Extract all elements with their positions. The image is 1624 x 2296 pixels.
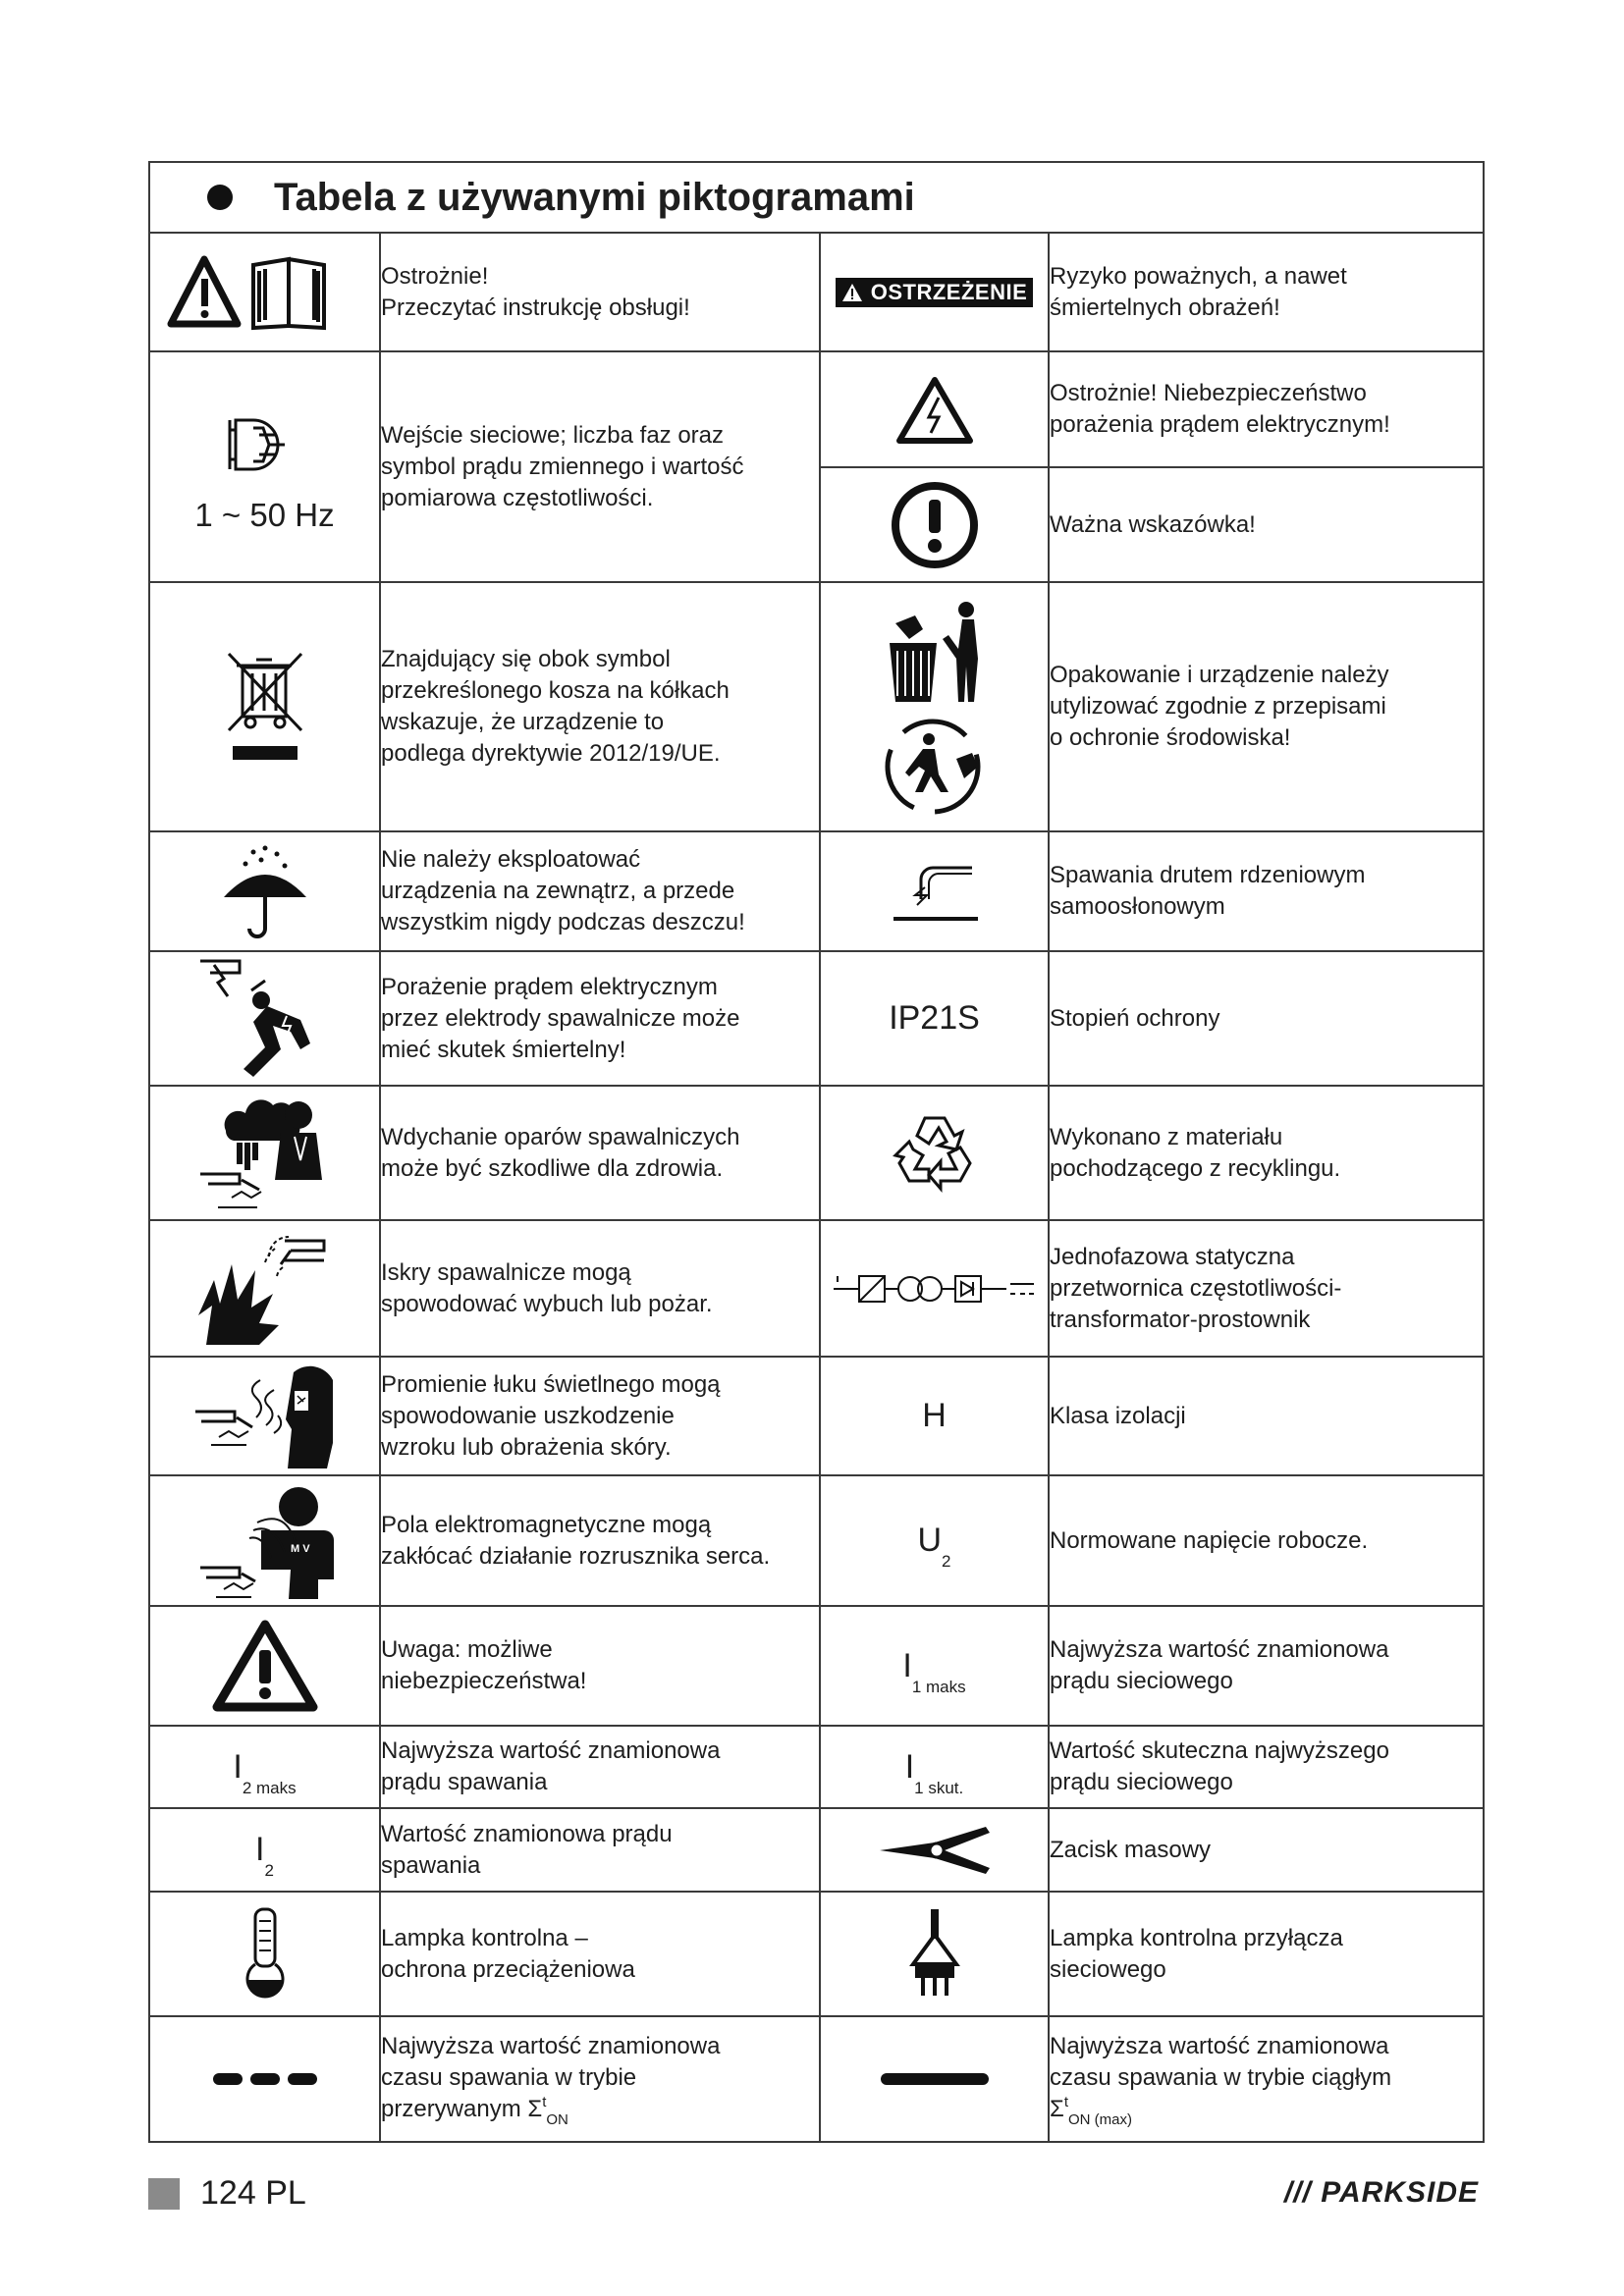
pictogram-table-sheet [148, 161, 1483, 2143]
intermittent-duty-text: Najwyższa wartość znamionowa czasu spawania w trybie przerywanym [381, 2032, 721, 2122]
electrode-shock-icon [196, 955, 334, 1083]
rated-voltage-text: Normowane napięcie robocze. [1050, 1526, 1369, 1554]
electromagnetic-pacemaker-icon [196, 1479, 334, 1602]
continuous-sigma: Σ [1050, 2095, 1064, 2122]
page-number-value: 124 [200, 2174, 256, 2212]
read-manual-text: Ostrożnie! Przeczytać instrukcję obsługi! [381, 262, 690, 321]
rated-voltage-symbol: U [917, 1522, 943, 1559]
intermittent-sigma-sup: t [542, 2093, 547, 2110]
mains-indicator-icon [905, 1905, 964, 2003]
effective-mains-current-symbol: I [904, 1747, 915, 1786]
max-welding-current-subscript: 2 maks [242, 1778, 297, 1797]
mains-input-text: Wejście sieciowe; liczba faz oraz symbol prądu zmiennego i wartość pomiarowa częstotliwości. [381, 421, 744, 511]
table-row [149, 1220, 1484, 1357]
welding-fumes-icon [196, 1092, 334, 1214]
page-number [200, 2174, 306, 2213]
sparks-text: Iskry spawalnicze mogą spowodować wybuch lub pożar. [381, 1258, 713, 1317]
rated-welding-current-text: Wartość znamionowa prądu spawania [381, 1820, 673, 1879]
inverter-text: Jednofazowa statyczna przetwornica częstotliwości- transformator-prostownik [1050, 1243, 1342, 1333]
inverter-transformer-rectifier-icon [832, 1264, 1038, 1313]
ground-clamp-text: Zacisk masowy [1050, 1836, 1212, 1863]
footer-marker [148, 2178, 180, 2210]
table-row [149, 1726, 1484, 1808]
table-row [149, 351, 1484, 467]
warning-badge [836, 278, 1034, 307]
table-row [149, 1808, 1484, 1892]
max-mains-current-symbol: I [902, 1646, 912, 1684]
pictogram-table [148, 161, 1485, 2143]
max-welding-current-text: Najwyższa wartość znamionowa prądu spawania [381, 1737, 721, 1795]
brand-logo: /// PARKSIDE [1283, 2176, 1479, 2209]
mains-connection-text: Lampka kontrolna przyłącza sieciowego [1050, 1924, 1343, 1983]
electric-shock-triangle-icon [895, 374, 974, 445]
table-row [149, 1606, 1484, 1726]
overload-protection-text: Lampka kontrolna – ochrona przeciążeniowa [381, 1924, 635, 1983]
rated-welding-current-subscript: 2 [264, 1861, 274, 1880]
flux-core-wire-icon [886, 852, 984, 931]
electrode-shock-text: Porażenie prądem elektrycznym przez elektrody spawalnicze może mieć skutek śmiertelny! [381, 973, 740, 1063]
general-warning-icon [211, 1619, 319, 1713]
page-footer [148, 2174, 1483, 2214]
warning-triangle-icon [841, 283, 863, 302]
warning-manual-icon [149, 233, 380, 351]
continuous-duty-text: Najwyższa wartość znamionowa czasu spawania w trybie ciągłym [1050, 2032, 1392, 2091]
ip-rating-symbol: IP21S [889, 999, 980, 1037]
intermittent-sigma: Σ [527, 2095, 543, 2122]
table-title: Tabela z używanymi piktogramami [274, 175, 915, 219]
intermittent-mode-icon [211, 2069, 319, 2089]
table-row [149, 2016, 1484, 2142]
fumes-text: Wdychanie oparów spawalniczych może być szkodliwe dla zdrowia. [381, 1123, 740, 1182]
arc-radiation-icon [191, 1362, 339, 1470]
important-note-icon [890, 480, 980, 570]
table-row [149, 1892, 1484, 2016]
effective-mains-current-subscript: 1 skut. [914, 1778, 964, 1797]
recycling-icon [888, 1106, 982, 1201]
max-mains-current-subscript: 1 maks [911, 1677, 966, 1696]
ground-clamp-icon [876, 1821, 994, 1880]
table-row [149, 582, 1484, 831]
effective-mains-current-text: Wartość skuteczna najwyższego prądu sieciowego [1050, 1737, 1389, 1795]
table-row [149, 1357, 1484, 1475]
table-row [149, 233, 1484, 351]
table-row [149, 831, 1484, 951]
electric-shock-text: Ostrożnie! Niebezpieczeństwo porażenia prądem elektrycznym! [1050, 380, 1390, 438]
mains-plug-icon [226, 400, 304, 489]
table-row [149, 1475, 1484, 1606]
tidyman-recycling-icon [876, 594, 994, 820]
intermittent-sigma-sub: ON [546, 2110, 568, 2128]
recycled-material-text: Wykonano z materiału pochodzącego z recyklingu. [1050, 1123, 1341, 1182]
insulation-class-symbol: H [922, 1397, 947, 1434]
rated-welding-current-symbol: I [255, 1831, 265, 1868]
weee-directive-text: Znajdujący się obok symbol przekreślonego kosza na kółkach wskazuje, że urządzenie to podlega dyrektywie 2012/19/UE. [381, 646, 730, 767]
protection-degree-text: Stopień ochrony [1050, 1004, 1220, 1032]
rated-voltage-subscript: 2 [942, 1552, 951, 1571]
bullet-icon [207, 185, 233, 210]
table-row [149, 1086, 1484, 1220]
pacemaker-icon-label: M V [290, 1543, 310, 1555]
mains-frequency-label: 1 ~ 50 Hz [194, 496, 335, 533]
electromagnetic-text: Pola elektromagnetyczne mogą zakłócać działanie rozrusznika serca. [381, 1511, 771, 1570]
crossed-bin-icon [221, 648, 309, 766]
possible-hazards-text: Uwaga: możliwe niebezpieczeństwa! [381, 1636, 587, 1694]
no-rain-text: Nie należy eksploatować urządzenia na zewnątrz, a przede wszystkim nigdy podczas deszczu! [381, 846, 745, 935]
arc-radiation-text: Promienie łuku świetlnego mogą spowodowanie uszkodzenie wzroku lub obrażenia skóry. [381, 1370, 721, 1461]
page-language: PL [265, 2174, 306, 2212]
overload-indicator-icon [236, 1905, 295, 2003]
continuous-sigma-sup: t [1063, 2093, 1069, 2110]
max-mains-current-text: Najwyższa wartość znamionowa prądu sieciowego [1050, 1636, 1389, 1694]
continuous-mode-icon [879, 2069, 991, 2089]
warning-badge-label: OSTRZEŻENIE [870, 279, 1028, 304]
flux-core-text: Spawania drutem rdzeniowym samoosłonowym [1050, 862, 1366, 920]
table-title-row [149, 162, 1484, 233]
sparks-explosion-icon [196, 1227, 334, 1350]
no-rain-umbrella-icon [216, 842, 314, 940]
disposal-text: Opakowanie i urządzenie należy utylizować zgodnie z przepisami o ochronie środowiska! [1050, 662, 1389, 751]
insulation-class-text: Klasa izolacji [1050, 1402, 1186, 1429]
important-note-text: Ważna wskazówka! [1050, 510, 1256, 538]
table-row [149, 951, 1484, 1086]
continuous-sigma-sub: ON (max) [1068, 2110, 1133, 2128]
max-welding-current-symbol: I [233, 1747, 243, 1786]
serious-injury-text: Ryzyko poważnych, a nawet śmiertelnych obrażeń! [1050, 262, 1347, 321]
